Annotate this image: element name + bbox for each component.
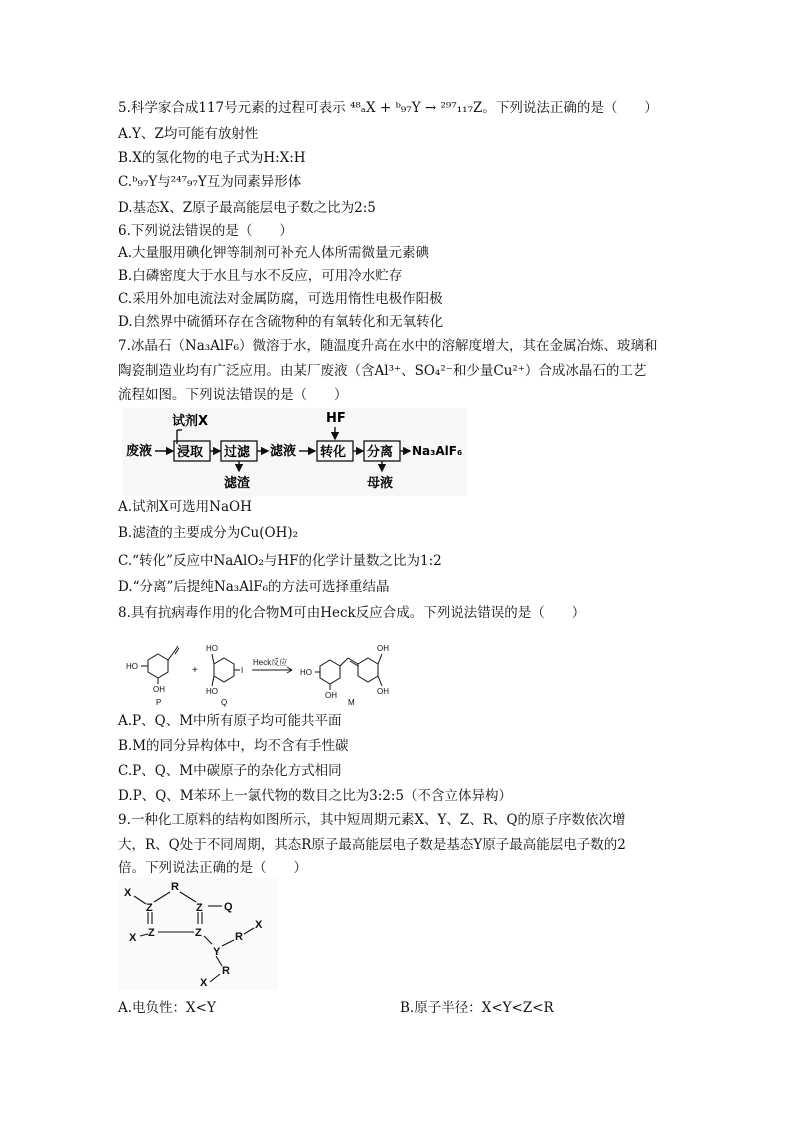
p-label: P xyxy=(156,698,162,707)
convert-label: 转化 xyxy=(320,445,347,460)
q-i-label: I xyxy=(241,666,244,675)
q8-option-b: B.M的同分异构体中，均不含有手性碳 xyxy=(118,738,349,754)
q5-option-c: C.ᵇ₉₇Y与²⁴⁷₉₇Y互为同素异形体 xyxy=(118,174,302,190)
atom-r-right: R xyxy=(235,931,243,943)
hf-label: HF xyxy=(326,411,346,426)
q-benzene-ring xyxy=(214,658,234,682)
q5-option-a: A.Y、Z均可能有放射性 xyxy=(118,126,259,142)
leach-label: 浸取 xyxy=(177,445,204,460)
product-label: Na₃AlF₆ xyxy=(412,444,463,458)
m-label: M xyxy=(348,698,355,707)
atom-x-3: X xyxy=(255,919,263,931)
mother-liquor-label: 母液 xyxy=(367,476,394,491)
q6-stem: 6.下列说法错误的是（ ） xyxy=(118,223,293,239)
q7-option-c: C.“转化”反应中NaAlO₂与HF的化学计量数之比为1:2 xyxy=(118,553,442,569)
atom-x-2: X xyxy=(129,932,137,944)
q5-option-b: B.X的氢化物的电子式为H:X:H xyxy=(118,150,306,166)
m-alkene-bond-1 xyxy=(340,658,348,666)
heck-arrow-label: Heck反应 xyxy=(253,658,288,667)
reagent-x-label: 试剂X xyxy=(172,414,209,429)
q8-option-a: A.P、Q、M中所有原子均可能共平面 xyxy=(118,713,342,729)
q9-stem-line2: 大，R、Q处于不同周期，其态R原子最高能层电子数是基态Y原子最高能层电子数的2 xyxy=(118,837,626,853)
q7-stem-line1: 7.冰晶石（Na₃AlF₆）微溶于水，随温度升高在水中的溶解度增大，其在金属冶炼、玻璃和 xyxy=(118,338,658,354)
q-oh-top-label: HO xyxy=(206,644,218,653)
q9-stem-line3: 倍。下列说法正确的是（ ） xyxy=(118,860,307,876)
atom-z-3: Z xyxy=(148,927,155,939)
m-oh3-bond xyxy=(378,654,382,664)
p-benzene-ring xyxy=(148,654,168,678)
m-ho-label: HO xyxy=(300,668,312,677)
m-left-ring xyxy=(320,660,340,684)
q-oh-bottom-label: HO xyxy=(206,687,218,696)
q6-option-c: C.采用外加电流法对金属防腐，可选用惰性电极作阳极 xyxy=(118,291,443,307)
p-vinyl-bond xyxy=(168,652,174,660)
q9-structure xyxy=(118,878,278,990)
m-oh4-bond xyxy=(378,676,382,686)
q-label: Q xyxy=(221,698,228,707)
q7-stem-line3: 流程如图。下列说法错误的是（ ） xyxy=(118,387,348,403)
atom-z-4: Z xyxy=(195,927,202,939)
q-oh2-bond xyxy=(212,676,214,686)
m-oh-top-label: OH xyxy=(377,644,389,653)
q9-option-b: B.原子半径：X<Y<Z<R xyxy=(400,1000,554,1016)
q9-option-a: A.电负性：X<Y xyxy=(118,1000,216,1016)
atom-z-2: Z xyxy=(196,902,203,914)
atom-y: Y xyxy=(213,946,221,958)
filtrate-label: 滤液 xyxy=(270,444,297,459)
m-oh-label: OH xyxy=(325,691,337,700)
q5-stem: 5.科学家合成117号元素的过程可表示 ⁴⁸ₐX + ᵇ₉₇Y → ²⁹⁷₁₁₇Z。下列说法正确的是（ ） xyxy=(118,100,658,116)
waste-liquid-label: 废液 xyxy=(126,444,153,459)
q6-option-d: D.自然界中硫循环存在含硫物种的有氧转化和无氧转化 xyxy=(118,314,444,330)
q-oh-bond xyxy=(212,654,214,664)
q7-option-a: A.试剂X可选用NaOH xyxy=(118,499,252,515)
m-right-ring xyxy=(358,658,378,682)
separate-label: 分离 xyxy=(367,445,394,460)
plus-sign: + xyxy=(192,665,198,676)
p-ho-label: HO xyxy=(126,662,138,671)
q7-option-b: B.滤渣的主要成分为Cu(OH)₂ xyxy=(118,525,299,541)
q7-stem-line2: 陶瓷制造业均有广泛应用。由某厂废液（含Al³⁺、SO₄²⁻和少量Cu²⁺）合成冰晶石的工艺 xyxy=(118,363,647,379)
atom-x-4: X xyxy=(200,977,208,989)
atom-x-1: X xyxy=(124,887,132,899)
m-oh-bottom-label: OH xyxy=(377,687,389,696)
q8-option-c: C.P、Q、M中碳原子的杂化方式相同 xyxy=(118,763,342,779)
filter-label: 过滤 xyxy=(224,445,251,460)
residue-label: 滤渣 xyxy=(224,476,251,491)
atom-q: Q xyxy=(224,901,233,913)
q5-option-d: D.基态X、Z原子最高能层电子数之比为2:5 xyxy=(118,200,376,216)
q9-stem-line1: 9.一种化工原料的结构如图所示，其中短周期元素X、Y、Z、R、Q的原子序数依次增 xyxy=(118,812,626,828)
q8-stem: 8.具有抗病毒作用的化合物M可由Heck反应合成。下列说法错误的是（ ） xyxy=(118,605,586,621)
q6-option-a: A.大量服用碘化钾等制剂可补充人体所需微量元素碘 xyxy=(118,245,430,261)
q8-reaction-scheme xyxy=(122,628,412,708)
q7-flow-diagram xyxy=(122,408,467,496)
atom-r-top: R xyxy=(171,881,179,893)
atom-z-1: Z xyxy=(146,902,153,914)
p-oh-label: OH xyxy=(153,685,165,694)
q7-option-d: D.“分离”后提纯Na₃AlF₆的方法可选择重结晶 xyxy=(118,579,390,595)
atom-r-bottom: R xyxy=(222,965,230,977)
q8-option-d: D.P、Q、M苯环上一氯代物的数目之比为3:2:5（不含立体异构） xyxy=(118,788,512,804)
q6-option-b: B.白磷密度大于水且与水不反应，可用冷水贮存 xyxy=(118,268,403,284)
